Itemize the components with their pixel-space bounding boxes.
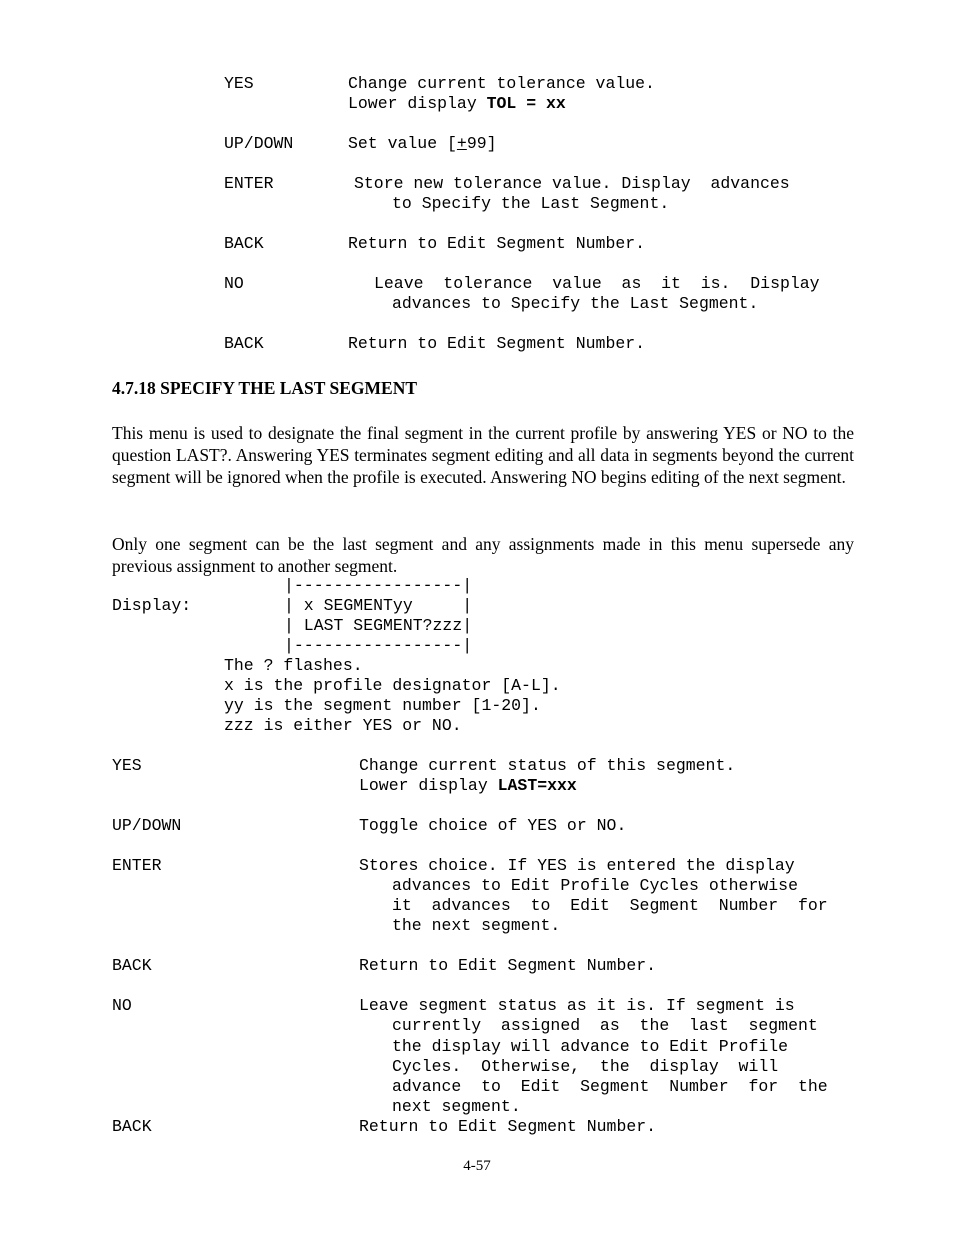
display-label: Display: (112, 596, 192, 615)
key-back: BACK (224, 234, 264, 253)
bottom-key-yes: YES (112, 756, 142, 775)
bottom-key-no-desc-5: advance to Edit Segment Number for the (392, 1077, 828, 1096)
key-yes-desc-2-text: Lower display (348, 94, 487, 113)
display-border-bottom: |-----------------| (284, 636, 473, 655)
paragraph-2: Only one segment can be the last segment and any assignments made in this menu supersede any previous assignment to another segment. (112, 534, 854, 576)
display-note-4: zzz is either YES or NO. (224, 716, 462, 735)
tol-display-value: TOL = xx (486, 94, 566, 113)
last-display-value: LAST=xxx (497, 776, 577, 795)
bottom-key-enter-desc-2: advances to Edit Profile Cycles otherwise (392, 876, 798, 895)
bottom-key-no-desc-6: next segment. (392, 1097, 521, 1116)
display-note-2: x is the profile designator [A-L]. (224, 676, 561, 695)
bottom-key-yes-desc-2 (359, 776, 577, 796)
bottom-key-enter-desc-3: it advances to Edit Segment Number for (392, 896, 828, 915)
key-updown: UP/DOWN (224, 134, 294, 153)
bottom-key-back-2-desc: Return to Edit Segment Number. (359, 1117, 657, 1136)
bottom-key-back-desc: Return to Edit Segment Number. (359, 956, 657, 975)
bottom-key-enter: ENTER (112, 856, 162, 875)
key-back-2: BACK (224, 334, 264, 353)
bottom-key-enter-desc-4: the next segment. (392, 916, 561, 935)
key-no: NO (224, 274, 244, 293)
bottom-key-back-2: BACK (112, 1117, 152, 1136)
plus-minus-symbol: + (456, 134, 467, 153)
key-yes: YES (224, 74, 254, 93)
display-border-top: |-----------------| (284, 576, 473, 595)
key-no-desc-1: Leave tolerance value as it is. Display (374, 274, 820, 293)
bottom-key-enter-desc-1: Stores choice. If YES is entered the display (359, 856, 795, 875)
bottom-key-no-desc-2: currently assigned as the last segment (392, 1016, 818, 1035)
key-updown-desc (348, 134, 497, 154)
display-note-3: yy is the segment number [1-20]. (224, 696, 541, 715)
bottom-key-yes-desc-2-text: Lower display (359, 776, 498, 795)
key-back-desc: Return to Edit Segment Number. (348, 234, 646, 253)
key-yes-desc-1: Change current tolerance value. (348, 74, 655, 93)
key-yes-desc-2 (348, 94, 566, 114)
key-enter-desc-1: Store new tolerance value. Display advances (354, 174, 790, 193)
key-enter: ENTER (224, 174, 274, 193)
key-updown-post: 99] (466, 134, 497, 153)
bottom-key-updown: UP/DOWN (112, 816, 182, 835)
page-number: 4-57 (463, 1158, 491, 1174)
display-row-1: | x SEGMENTyy | (284, 596, 473, 615)
key-enter-desc-2: to Specify the Last Segment. (392, 194, 670, 213)
key-back-2-desc: Return to Edit Segment Number. (348, 334, 646, 353)
display-row-2: | LAST SEGMENT?zzz| (284, 616, 473, 635)
display-note-1: The ? flashes. (224, 656, 363, 675)
section-heading: 4.7.18 SPECIFY THE LAST SEGMENT (112, 378, 418, 398)
bottom-key-yes-desc-1: Change current status of this segment. (359, 756, 736, 775)
bottom-key-no-desc-4: Cycles. Otherwise, the display will (392, 1057, 779, 1076)
bottom-key-no-desc-1: Leave segment status as it is. If segment is (359, 996, 795, 1015)
bottom-key-updown-desc: Toggle choice of YES or NO. (359, 816, 627, 835)
key-updown-pre: Set value [ (348, 134, 457, 153)
key-no-desc-2: advances to Specify the Last Segment. (392, 294, 759, 313)
bottom-key-no-desc-3: the display will advance to Edit Profile (392, 1037, 789, 1056)
bottom-key-back: BACK (112, 956, 152, 975)
paragraph-1: This menu is used to designate the final segment in the current profile by answering YES or NO to the question LAST?. Answering YES terminates segment editing and all data in segments beyond the current segment will be ignored when the profile is executed. Answering NO begins editing of the next segment. (112, 423, 854, 487)
bottom-key-no: NO (112, 996, 132, 1015)
